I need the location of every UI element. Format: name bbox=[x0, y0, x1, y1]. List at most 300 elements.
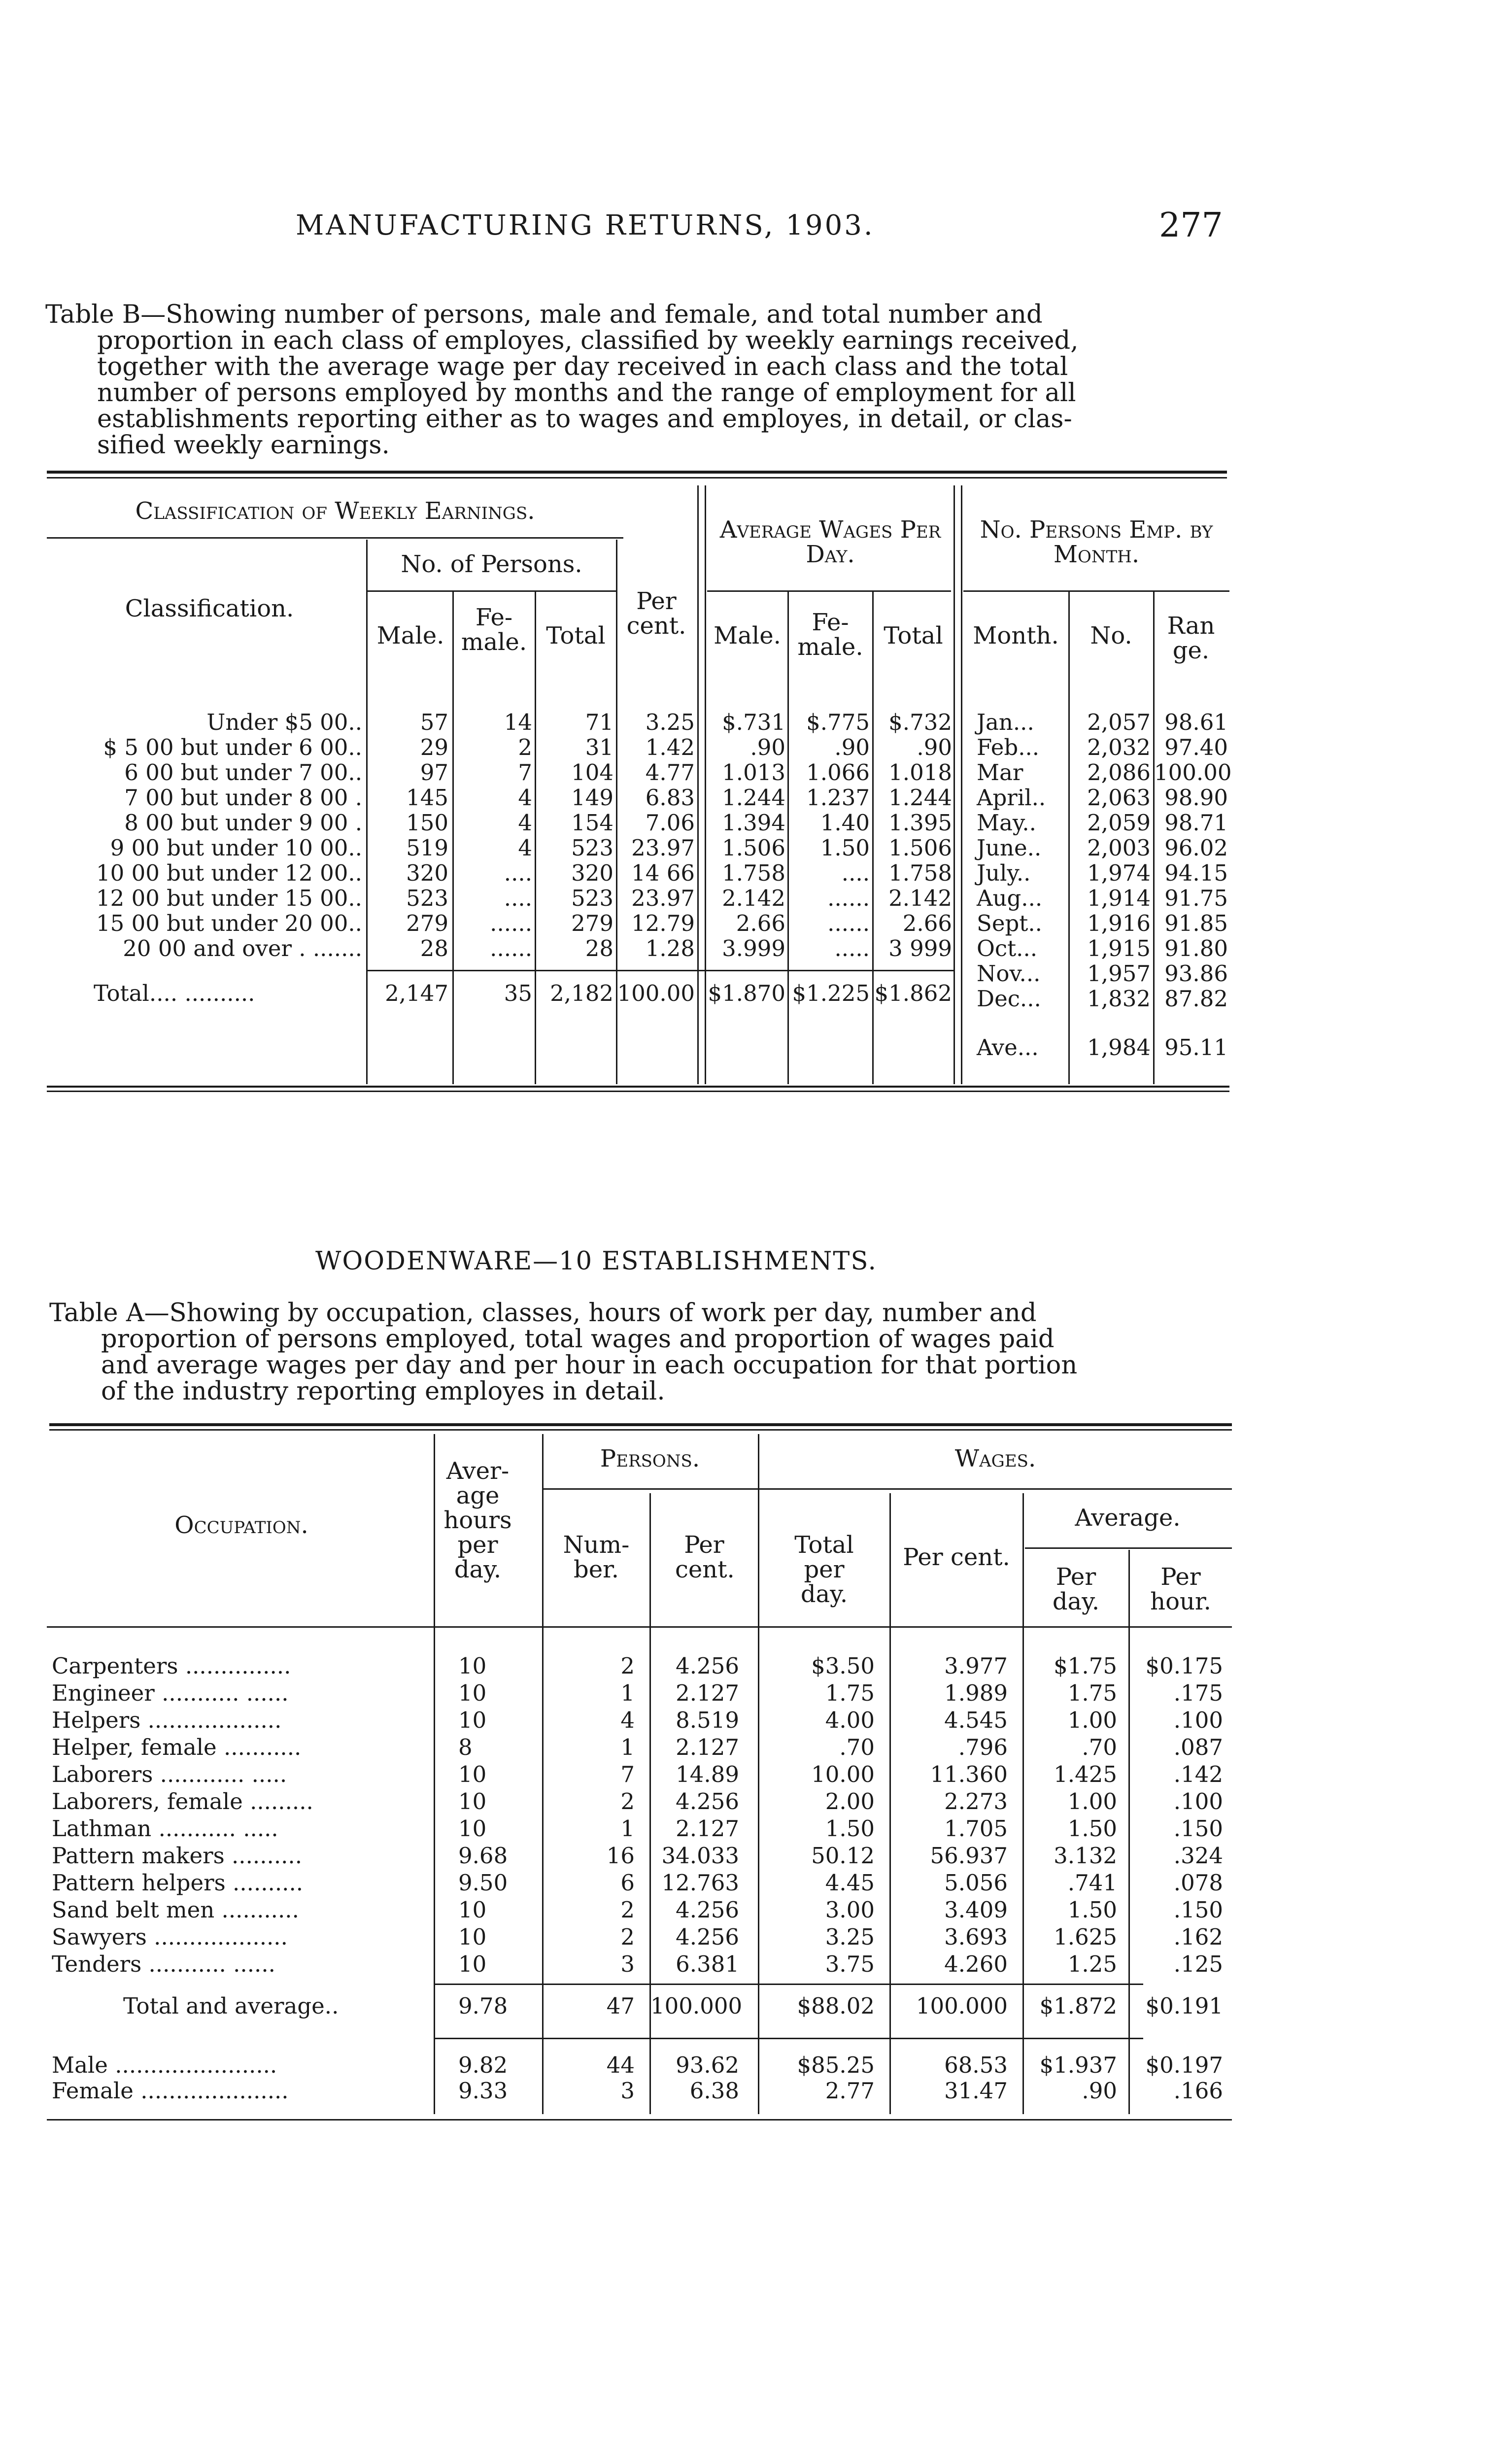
header-per-cent: Per cent. bbox=[626, 587, 686, 640]
classification-cell: 8 00 but under 9 00 . bbox=[124, 810, 362, 836]
total-total-wages-cell: $88.02 bbox=[797, 1993, 875, 2019]
month-cell: April.. bbox=[977, 785, 1046, 811]
number-cell: 6 bbox=[620, 1870, 635, 1896]
per-day-cell: 1.425 bbox=[1054, 1761, 1117, 1787]
per-day-cell: 1.50 bbox=[1067, 1897, 1117, 1923]
hours-cell: 9.50 bbox=[458, 1870, 508, 1896]
range-cell: 87.82 bbox=[1164, 986, 1228, 1012]
header-rule bbox=[542, 1488, 1232, 1490]
top-rule bbox=[49, 1429, 1232, 1431]
col-divider bbox=[953, 485, 955, 1084]
range-cell: 91.75 bbox=[1164, 885, 1228, 911]
header-rule bbox=[963, 590, 1229, 592]
range-cell: 98.90 bbox=[1164, 785, 1228, 811]
per-day-cell: 1.75 bbox=[1067, 1680, 1117, 1706]
avg-male-cell: 1.013 bbox=[722, 759, 785, 786]
number-cell: 2 bbox=[620, 1924, 635, 1950]
avg-female-cell: ...... bbox=[827, 885, 870, 911]
sex-wages-per-cent-cell: 68.53 bbox=[944, 2052, 1008, 2078]
classification-cell: 12 00 but under 15 00.. bbox=[96, 885, 362, 911]
header-emp-by-month: No. Persons Emp. by Month. bbox=[980, 516, 1213, 568]
month-no-cell: 2,086 bbox=[1087, 759, 1151, 786]
wages-per-cent-cell: 56.937 bbox=[930, 1843, 1008, 1869]
hours-cell: 9.68 bbox=[458, 1843, 508, 1869]
male-count-cell: 97 bbox=[420, 759, 448, 786]
sex-per-cent-cell: 93.62 bbox=[676, 2052, 739, 2078]
occupation-cell: Sawyers ................... bbox=[52, 1924, 288, 1950]
top-rule bbox=[47, 477, 1227, 479]
header-female: Fe- male. bbox=[461, 604, 527, 656]
caption-line: and average wages per day and per hour in each occupation for that portion bbox=[101, 1351, 1078, 1380]
avg-male-cell: $.731 bbox=[722, 709, 785, 735]
per-hour-cell: .150 bbox=[1173, 1897, 1223, 1923]
occupation-cell: Carpenters ............... bbox=[52, 1653, 291, 1679]
per-hour-cell: .150 bbox=[1173, 1815, 1223, 1842]
total-per-cent-cell: 100.000 bbox=[650, 1993, 743, 2019]
occupation-cell: Tenders ........... ...... bbox=[52, 1951, 275, 1977]
total-count-cell: 149 bbox=[571, 785, 613, 811]
avg-total-cell: 3 999 bbox=[888, 935, 952, 961]
occupation-cell: Laborers, female ......... bbox=[52, 1788, 313, 1814]
month-no-cell: 1,974 bbox=[1087, 860, 1151, 886]
month-no-cell: 1,914 bbox=[1087, 885, 1151, 911]
month-no-cell: 2,057 bbox=[1087, 709, 1151, 735]
total-count-cell: 71 bbox=[585, 709, 613, 735]
avg-female-cell: $.775 bbox=[806, 709, 870, 735]
caption-line: proportion of persons employed, total wages and proportion of wages paid bbox=[101, 1325, 1055, 1354]
avg-female-cell: .90 bbox=[834, 734, 870, 760]
average-month-no-cell: 1,984 bbox=[1087, 1034, 1151, 1061]
number-cell: 2 bbox=[620, 1897, 635, 1923]
total-rule bbox=[434, 2038, 1143, 2039]
avg-male-cell: .90 bbox=[750, 734, 785, 760]
occupation-cell: Lathman ........... ..... bbox=[52, 1815, 278, 1842]
per-cent-cell: 23.97 bbox=[631, 885, 695, 911]
avg-total-cell: 2.66 bbox=[902, 910, 952, 936]
male-count-cell: 29 bbox=[420, 734, 448, 760]
per-day-cell: 1.625 bbox=[1054, 1924, 1117, 1950]
total-avg-female-cell: $1.225 bbox=[792, 980, 870, 1006]
sex-occupation-cell: Female ..................... bbox=[52, 2078, 289, 2104]
classification-cell: 20 00 and over . ....... bbox=[123, 935, 362, 961]
avg-female-cell: 1.50 bbox=[820, 835, 870, 861]
caption-line: of the industry reporting employes in detail. bbox=[101, 1377, 665, 1406]
col-divider bbox=[697, 485, 699, 1084]
female-count-cell: 2 bbox=[518, 734, 532, 760]
total-hours-cell: 9.78 bbox=[458, 1993, 508, 2019]
total-wages-cell: $3.50 bbox=[811, 1653, 875, 1679]
number-cell: 4 bbox=[620, 1707, 635, 1733]
per-cent-cell: 34.033 bbox=[661, 1843, 739, 1869]
sex-number-cell: 3 bbox=[620, 2078, 635, 2104]
per-day-cell: 1.00 bbox=[1067, 1788, 1117, 1814]
avg-male-cell: 2.66 bbox=[736, 910, 785, 936]
hours-cell: 8 bbox=[458, 1734, 473, 1760]
occupation-cell: Engineer ........... ...... bbox=[52, 1680, 289, 1706]
per-hour-cell: .100 bbox=[1173, 1788, 1223, 1814]
male-count-cell: 320 bbox=[406, 860, 448, 886]
occupation-cell: Laborers ............ ..... bbox=[52, 1761, 287, 1787]
running-title: MANUFACTURING RETURNS, 1903. bbox=[296, 209, 875, 241]
total-avg-male-cell: $1.870 bbox=[708, 980, 785, 1006]
month-no-cell: 2,003 bbox=[1087, 835, 1151, 861]
classification-cell: $ 5 00 but under 6 00.. bbox=[103, 734, 362, 760]
avg-total-cell: 1.506 bbox=[888, 835, 952, 861]
wages-per-cent-cell: 3.693 bbox=[944, 1924, 1008, 1950]
per-cent-cell: 1.28 bbox=[645, 935, 695, 961]
per-day-cell: 1.00 bbox=[1067, 1707, 1117, 1733]
per-day-cell: .741 bbox=[1067, 1870, 1117, 1896]
total-number-cell: 47 bbox=[606, 1993, 635, 2019]
avg-total-cell: 1.395 bbox=[888, 810, 952, 836]
range-cell: 94.15 bbox=[1164, 860, 1228, 886]
per-cent-cell: 4.77 bbox=[645, 759, 695, 786]
male-count-cell: 150 bbox=[406, 810, 448, 836]
month-no-cell: 2,063 bbox=[1087, 785, 1151, 811]
per-hour-cell: $0.175 bbox=[1145, 1653, 1223, 1679]
average-range-cell: 95.11 bbox=[1164, 1034, 1228, 1061]
female-count-cell: 4 bbox=[518, 835, 532, 861]
month-no-cell: 1,915 bbox=[1087, 935, 1151, 961]
month-cell: Jan... bbox=[977, 709, 1034, 735]
header-classification: Classification. bbox=[125, 595, 294, 622]
month-cell: Feb... bbox=[977, 734, 1040, 760]
header-per-hour: Per hour. bbox=[1150, 1563, 1211, 1615]
sex-total-wages-cell: 2.77 bbox=[825, 2078, 875, 2104]
header-no-persons: No. of Persons. bbox=[401, 550, 582, 578]
per-cent-cell: 4.256 bbox=[676, 1897, 739, 1923]
wages-per-cent-cell: 5.056 bbox=[944, 1870, 1008, 1896]
wages-per-cent-cell: 4.260 bbox=[944, 1951, 1008, 1977]
per-cent-cell: 3.25 bbox=[645, 709, 695, 735]
total-wages-cell: 1.75 bbox=[825, 1680, 875, 1706]
wages-per-cent-cell: 1.705 bbox=[944, 1815, 1008, 1842]
avg-total-cell: .90 bbox=[917, 734, 952, 760]
total-wages-cell: 10.00 bbox=[811, 1761, 875, 1787]
occupation-cell: Pattern helpers .......... bbox=[52, 1870, 304, 1896]
month-cell: May.. bbox=[977, 810, 1036, 836]
total-occupation-cell: Total and average.. bbox=[123, 1993, 339, 2019]
sex-occupation-cell: Male ....................... bbox=[52, 2052, 277, 2078]
number-cell: 7 bbox=[620, 1761, 635, 1787]
total-count-cell: 279 bbox=[571, 910, 613, 936]
month-cell: Dec... bbox=[977, 986, 1041, 1012]
avg-female-cell: 1.40 bbox=[820, 810, 870, 836]
avg-male-cell: 1.506 bbox=[722, 835, 785, 861]
hours-cell: 10 bbox=[458, 1788, 487, 1814]
range-cell: 98.61 bbox=[1164, 709, 1228, 735]
sex-per-hour-cell: .166 bbox=[1173, 2078, 1223, 2104]
sex-per-hour-cell: $0.197 bbox=[1145, 2052, 1223, 2078]
total-wages-cell: 2.00 bbox=[825, 1788, 875, 1814]
sex-hours-cell: 9.33 bbox=[458, 2078, 508, 2104]
caption-line: together with the average wage per day received in each class and the total bbox=[97, 352, 1068, 381]
bottom-rule bbox=[47, 1086, 1229, 1088]
header-rule bbox=[47, 537, 623, 539]
page-number: 277 bbox=[1159, 206, 1223, 245]
total-per-hour-cell: $0.191 bbox=[1145, 1993, 1223, 2019]
month-cell: Nov... bbox=[977, 960, 1041, 987]
total-per-day-cell: $1.872 bbox=[1039, 1993, 1117, 2019]
per-hour-cell: .125 bbox=[1173, 1951, 1223, 1977]
total-count-cell: 523 bbox=[571, 885, 613, 911]
number-cell: 1 bbox=[620, 1734, 635, 1760]
month-cell: Oct... bbox=[977, 935, 1038, 961]
avg-male-cell: 1.244 bbox=[722, 785, 785, 811]
header-wages-per-cent: Per cent. bbox=[903, 1543, 1010, 1571]
per-hour-cell: .162 bbox=[1173, 1924, 1223, 1950]
total-count-cell: 523 bbox=[571, 835, 613, 861]
avg-female-cell: 1.237 bbox=[806, 785, 870, 811]
avg-female-cell: ...... bbox=[827, 910, 870, 936]
per-cent-cell: 7.06 bbox=[645, 810, 695, 836]
avg-female-cell: 1.066 bbox=[806, 759, 870, 786]
hours-cell: 10 bbox=[458, 1924, 487, 1950]
range-cell: 93.86 bbox=[1164, 960, 1228, 987]
header-hours: Aver- age hours per day. bbox=[443, 1457, 512, 1583]
hours-cell: 10 bbox=[458, 1897, 487, 1923]
female-count-cell: 7 bbox=[518, 759, 532, 786]
avg-female-cell: .... bbox=[841, 860, 870, 886]
top-rule bbox=[47, 471, 1227, 474]
sex-per-day-cell: .90 bbox=[1082, 2078, 1117, 2104]
per-cent-cell: 12.763 bbox=[661, 1870, 739, 1896]
male-count-cell: 28 bbox=[420, 935, 448, 961]
range-cell: 96.02 bbox=[1164, 835, 1228, 861]
header-month: Month. bbox=[973, 622, 1059, 650]
caption-line: number of persons employed by months and the range of employment for all bbox=[97, 378, 1076, 408]
total-avg-total-cell: $1.862 bbox=[874, 980, 952, 1006]
month-cell: Sept.. bbox=[977, 910, 1042, 936]
header-number: Num- ber. bbox=[563, 1531, 630, 1583]
total-wages-cell: 3.00 bbox=[825, 1897, 875, 1923]
bottom-rule bbox=[47, 2119, 1232, 2121]
total-count-cell: 154 bbox=[571, 810, 613, 836]
per-day-cell: .70 bbox=[1082, 1734, 1117, 1760]
total-count-cell: 31 bbox=[585, 734, 613, 760]
classification-cell: 7 00 but under 8 00 . bbox=[124, 785, 362, 811]
total-rule bbox=[434, 1984, 1143, 1985]
female-count-cell: 4 bbox=[518, 810, 532, 836]
range-cell: 100.00 bbox=[1154, 759, 1232, 786]
header-no: No. bbox=[1090, 622, 1132, 650]
total-wages-per-cent-cell: 100.000 bbox=[916, 1993, 1008, 2019]
number-cell: 2 bbox=[620, 1788, 635, 1814]
male-count-cell: 57 bbox=[420, 709, 448, 735]
header-persons: Persons. bbox=[600, 1445, 700, 1472]
occupation-cell: Pattern makers .......... bbox=[52, 1843, 303, 1869]
wages-per-cent-cell: 1.989 bbox=[944, 1680, 1008, 1706]
avg-total-cell: 1.244 bbox=[888, 785, 952, 811]
month-cell: Mar bbox=[977, 759, 1023, 786]
header-rule bbox=[367, 590, 616, 592]
header-average: Average. bbox=[1075, 1504, 1181, 1532]
header-avg-male: Male. bbox=[714, 622, 781, 650]
per-cent-cell: 2.127 bbox=[676, 1815, 739, 1842]
header-rule bbox=[707, 590, 951, 592]
month-no-cell: 1,832 bbox=[1087, 986, 1151, 1012]
occupation-cell: Helpers ................... bbox=[52, 1707, 282, 1733]
avg-total-cell: 2.142 bbox=[888, 885, 952, 911]
avg-total-cell: $.732 bbox=[888, 709, 952, 735]
header-total-per-day: Total per day. bbox=[794, 1531, 854, 1608]
hours-cell: 10 bbox=[458, 1707, 487, 1733]
total-count-cell: 104 bbox=[571, 759, 613, 786]
header-avg-wages: Average Wages Per Day. bbox=[719, 516, 941, 568]
range-cell: 91.80 bbox=[1164, 935, 1228, 961]
sex-per-cent-cell: 6.38 bbox=[689, 2078, 739, 2104]
header-per-cent: Per cent. bbox=[675, 1531, 735, 1583]
top-rule bbox=[49, 1423, 1232, 1426]
total-wages-cell: 50.12 bbox=[811, 1843, 875, 1869]
total-wages-cell: 1.50 bbox=[825, 1815, 875, 1842]
caption-line: proportion in each class of employes, classified by weekly earnings received, bbox=[97, 326, 1079, 355]
bottom-rule bbox=[47, 1091, 1229, 1092]
male-count-cell: 279 bbox=[406, 910, 448, 936]
month-cell: July.. bbox=[977, 860, 1031, 886]
wages-per-cent-cell: 11.360 bbox=[930, 1761, 1008, 1787]
header-occupation: Occupation. bbox=[174, 1511, 308, 1539]
female-count-cell: 4 bbox=[518, 785, 532, 811]
avg-male-cell: 3.999 bbox=[722, 935, 785, 961]
per-cent-cell: 6.381 bbox=[676, 1951, 739, 1977]
female-count-cell: 14 bbox=[504, 709, 532, 735]
hours-cell: 10 bbox=[458, 1761, 487, 1787]
per-cent-cell: 14 66 bbox=[631, 860, 695, 886]
per-day-cell: 1.50 bbox=[1067, 1815, 1117, 1842]
hours-cell: 10 bbox=[458, 1951, 487, 1977]
total-wages-cell: 4.00 bbox=[825, 1707, 875, 1733]
month-no-cell: 2,032 bbox=[1087, 734, 1151, 760]
header-male: Male. bbox=[376, 622, 444, 650]
per-cent-cell: 23.97 bbox=[631, 835, 695, 861]
total-wages-cell: 3.25 bbox=[825, 1924, 875, 1950]
total-wages-cell: 3.75 bbox=[825, 1951, 875, 1977]
number-cell: 1 bbox=[620, 1680, 635, 1706]
month-no-cell: 2,059 bbox=[1087, 810, 1151, 836]
section-title: WOODENWARE—10 ESTABLISHMENTS. bbox=[315, 1247, 877, 1276]
per-day-cell: $1.75 bbox=[1054, 1653, 1117, 1679]
per-cent-cell: 12.79 bbox=[631, 910, 695, 936]
male-count-cell: 519 bbox=[406, 835, 448, 861]
avg-male-cell: 1.758 bbox=[722, 860, 785, 886]
per-cent-cell: 2.127 bbox=[676, 1680, 739, 1706]
occupation-cell: Helper, female ........... bbox=[52, 1734, 302, 1760]
header-avg-female: Fe- male. bbox=[797, 609, 863, 661]
per-hour-cell: .100 bbox=[1173, 1707, 1223, 1733]
total-wages-cell: .70 bbox=[839, 1734, 875, 1760]
sex-number-cell: 44 bbox=[606, 2052, 635, 2078]
per-day-cell: 1.25 bbox=[1067, 1951, 1117, 1977]
header-bottom-rule bbox=[47, 1626, 1232, 1628]
male-count-cell: 145 bbox=[406, 785, 448, 811]
per-cent-cell: 2.127 bbox=[676, 1734, 739, 1760]
female-count-cell: ...... bbox=[490, 935, 532, 961]
avg-male-cell: 1.394 bbox=[722, 810, 785, 836]
total-rule bbox=[367, 970, 953, 971]
total-female-count-cell: 35 bbox=[504, 980, 532, 1006]
hours-cell: 10 bbox=[458, 1653, 487, 1679]
per-hour-cell: .087 bbox=[1173, 1734, 1223, 1760]
per-cent-cell: 14.89 bbox=[676, 1761, 739, 1787]
caption-line: Table B—Showing number of persons, male and female, and total number and bbox=[45, 300, 1043, 329]
female-count-cell: .... bbox=[504, 860, 532, 886]
total-count-cell: 28 bbox=[585, 935, 613, 961]
avg-total-cell: 1.018 bbox=[888, 759, 952, 786]
wages-per-cent-cell: .796 bbox=[958, 1734, 1008, 1760]
female-count-cell: .... bbox=[504, 885, 532, 911]
wages-per-cent-cell: 3.409 bbox=[944, 1897, 1008, 1923]
total-male-count-cell: 2,147 bbox=[385, 980, 448, 1006]
male-count-cell: 523 bbox=[406, 885, 448, 911]
sex-total-wages-cell: $85.25 bbox=[797, 2052, 875, 2078]
sex-wages-per-cent-cell: 31.47 bbox=[944, 2078, 1008, 2104]
wages-per-cent-cell: 3.977 bbox=[944, 1653, 1008, 1679]
total-count-cell: 320 bbox=[571, 860, 613, 886]
per-cent-cell: 4.256 bbox=[676, 1788, 739, 1814]
per-hour-cell: .078 bbox=[1173, 1870, 1223, 1896]
per-hour-cell: .175 bbox=[1173, 1680, 1223, 1706]
number-cell: 16 bbox=[606, 1843, 635, 1869]
hours-cell: 10 bbox=[458, 1815, 487, 1842]
total-wages-cell: 4.45 bbox=[825, 1870, 875, 1896]
avg-female-cell: ..... bbox=[834, 935, 870, 961]
sex-per-day-cell: $1.937 bbox=[1039, 2052, 1117, 2078]
average-month-cell: Ave... bbox=[977, 1034, 1039, 1061]
per-day-cell: 3.132 bbox=[1054, 1843, 1117, 1869]
number-cell: 2 bbox=[620, 1653, 635, 1679]
month-no-cell: 1,916 bbox=[1087, 910, 1151, 936]
month-cell: June.. bbox=[977, 835, 1042, 861]
caption-line: establishments reporting either as to wages and employes, in detail, or clas- bbox=[97, 405, 1072, 434]
classification-cell: 10 00 but under 12 00.. bbox=[96, 860, 362, 886]
classification-cell: 9 00 but under 10 00.. bbox=[110, 835, 362, 861]
hours-cell: 10 bbox=[458, 1680, 487, 1706]
range-cell: 98.71 bbox=[1164, 810, 1228, 836]
total-per-cent-cell: 100.00 bbox=[617, 980, 695, 1006]
avg-total-cell: 1.758 bbox=[888, 860, 952, 886]
total-classification-cell: Total.... .......... bbox=[94, 980, 255, 1006]
total-total-count-cell: 2,182 bbox=[550, 980, 613, 1006]
per-cent-cell: 6.83 bbox=[645, 785, 695, 811]
per-cent-cell: 4.256 bbox=[676, 1653, 739, 1679]
wages-per-cent-cell: 2.273 bbox=[944, 1788, 1008, 1814]
table-a-caption bbox=[49, 1300, 1232, 1404]
caption-line: Table A—Showing by occupation, classes, hours of work per day, number and bbox=[49, 1299, 1037, 1328]
per-cent-cell: 4.256 bbox=[676, 1924, 739, 1950]
per-cent-cell: 1.42 bbox=[645, 734, 695, 760]
classification-cell: Under $5 00.. bbox=[206, 709, 362, 735]
month-no-cell: 1,957 bbox=[1087, 960, 1151, 987]
header-range: Ran ge. bbox=[1167, 612, 1215, 664]
wages-per-cent-cell: 4.545 bbox=[944, 1707, 1008, 1733]
per-cent-cell: 8.519 bbox=[676, 1707, 739, 1733]
header-classification-group: Classification of Weekly Earnings. bbox=[135, 497, 535, 525]
range-cell: 91.85 bbox=[1164, 910, 1228, 936]
caption-line: sified weekly earnings. bbox=[97, 431, 390, 460]
female-count-cell: ...... bbox=[490, 910, 532, 936]
avg-male-cell: 2.142 bbox=[722, 885, 785, 911]
occupation-cell: Sand belt men ........... bbox=[52, 1897, 299, 1923]
table-b-caption bbox=[45, 302, 1228, 458]
col-divider bbox=[961, 485, 962, 1084]
number-cell: 1 bbox=[620, 1815, 635, 1842]
per-hour-cell: .324 bbox=[1173, 1843, 1223, 1869]
per-hour-cell: .142 bbox=[1173, 1761, 1223, 1787]
classification-cell: 6 00 but under 7 00.. bbox=[124, 759, 362, 786]
header-per-day: Per day. bbox=[1052, 1563, 1100, 1615]
header-rule bbox=[1025, 1547, 1232, 1549]
